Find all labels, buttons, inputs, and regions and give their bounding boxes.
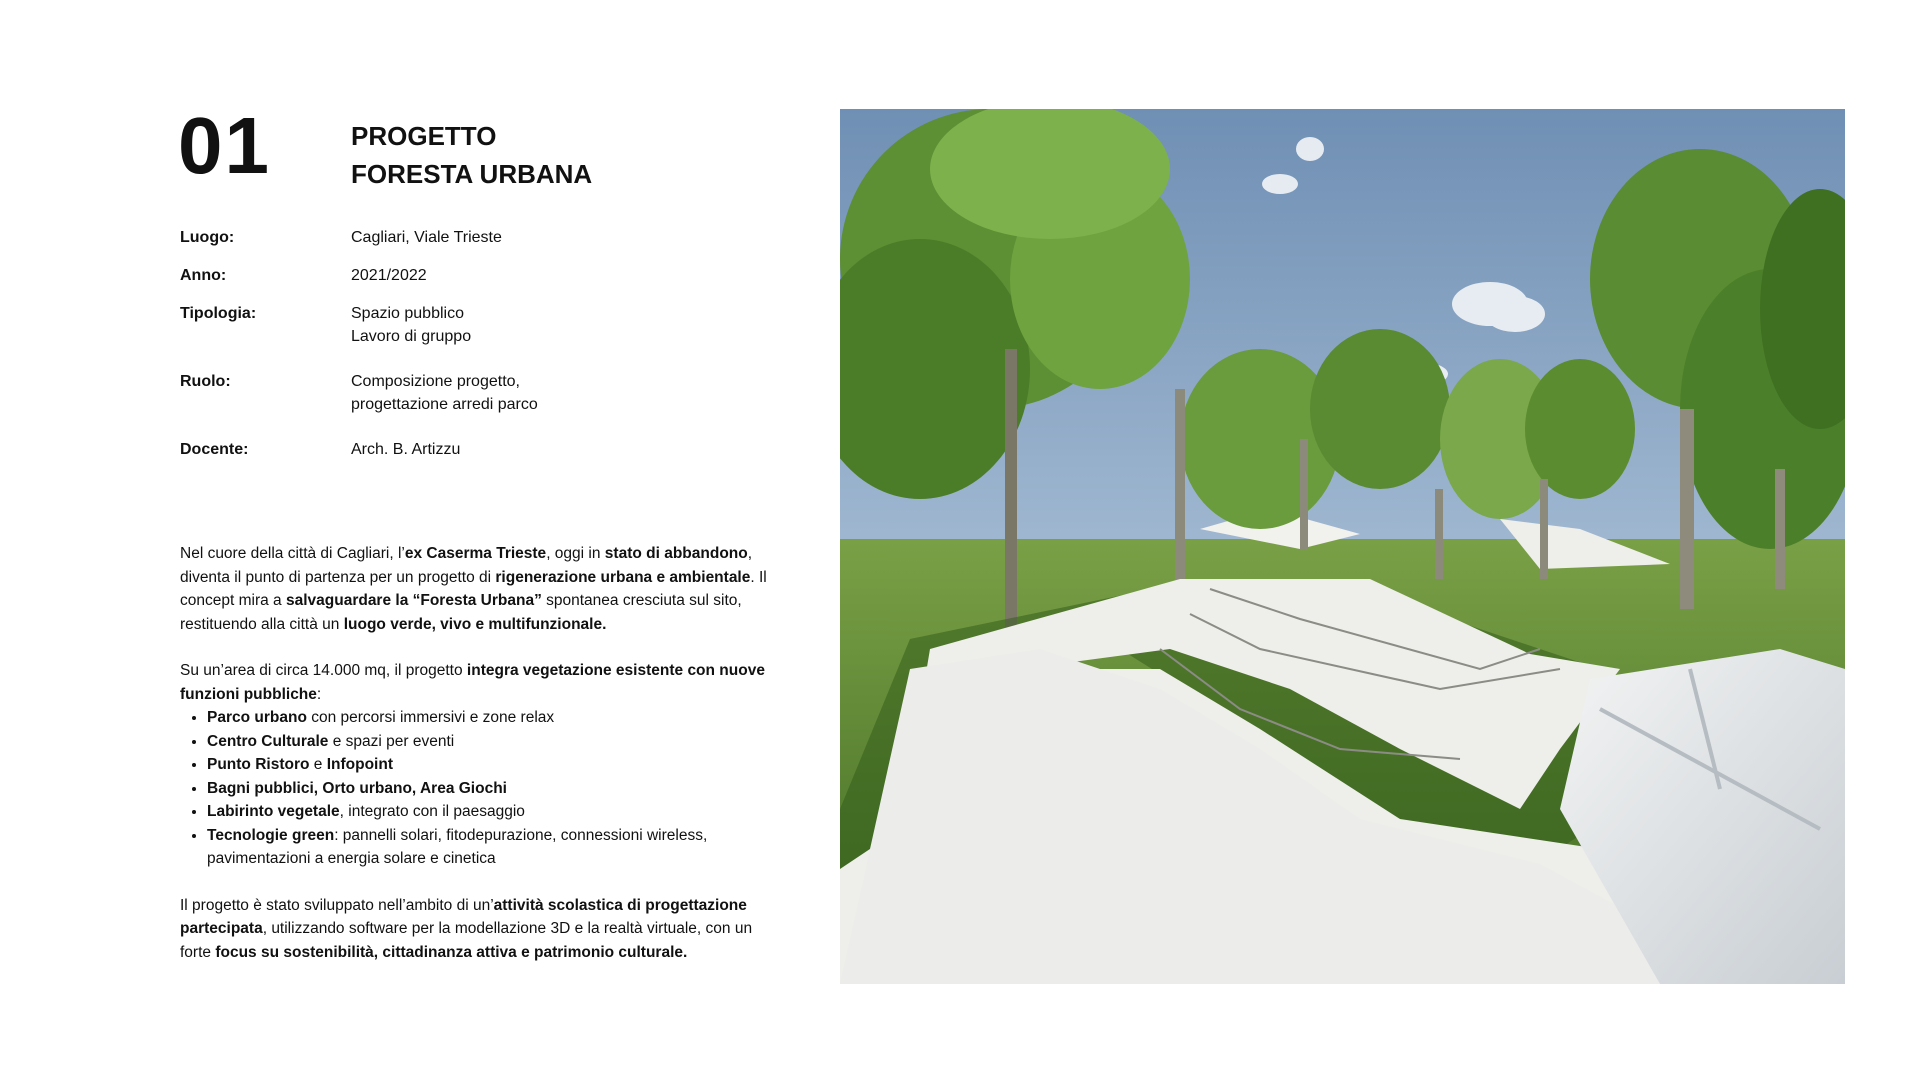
anno-value: 2021/2022 [351,267,427,284]
list-item [207,706,780,730]
description-paragraph-3 [180,894,780,965]
list-item-bold: Tecnologie green [207,826,335,844]
list-item-bold: Infopoint [326,756,393,773]
luogo-label: Luogo: [180,229,235,246]
p1-bold-3: rigenerazione urbana e ambientale [495,568,751,586]
list-item-bold: Punto Ristoro [207,756,310,773]
project-title-line-2: FORESTA URBANA [351,159,593,189]
p1-text-2: , oggi in [546,545,605,562]
description-paragraph-2 [180,659,780,706]
list-item-text: con percorsi immersivi e zone relax [306,709,555,726]
ruolo-value [351,370,538,416]
p2-text-1: Su un’area di circa 14.000 mq, il progetto [180,662,467,679]
description-paragraph-1 [180,542,780,636]
p2-text-2: : [316,685,322,703]
tipologia-value-line-2: Lavoro di gruppo [351,328,472,345]
p1-bold-5: luogo verde, vivo e multifunzionale. [343,615,607,633]
p1-bold-2: stato di abbandono [604,545,748,562]
p1-text-3: , diventa il punto di partenza per un progetto di [180,545,753,586]
list-item-bold: Centro Culturale [207,732,329,750]
docente-value: Arch. B. Artizzu [351,441,461,458]
list-item-text: : pannelli solari, fitodepurazione, connessioni wireless, pavimentazioni a energia solare e cinetica [207,826,708,867]
list-item-bold: Labirinto vegetale [207,803,340,820]
ruolo-value-line-1: Composizione progetto, [351,373,520,390]
docente-label: Docente: [180,441,249,458]
functions-list [180,706,780,871]
p1-text-1: Nel cuore della città di Cagliari, l’ [180,545,405,562]
project-description [180,542,780,987]
p3-bold-1: attività scolastica di progettazione partecipata [180,896,747,937]
p1-text-5: spontanea cresciuta sul sito, restituendo alla città un [180,592,742,633]
list-item [207,753,780,777]
ruolo-value-line-2: progettazione arredi parco [351,396,538,413]
list-item [207,777,780,801]
list-item-bold: Bagni pubblici, Orto urbano, Area Giochi [207,779,507,797]
p3-text-1: Il progetto è stato sviluppato nell’ambito di un’ [180,896,494,914]
tipologia-value [351,302,471,348]
info-row-luogo [180,226,680,249]
p1-text-4: . Il concept mira a [180,568,767,609]
list-item [207,800,780,824]
info-row-anno [180,264,680,287]
anno-label: Anno: [180,267,227,284]
p3-bold-2: focus su sostenibilità, cittadinanza attiva e patrimonio culturale. [215,943,688,961]
project-title [351,117,592,193]
list-item [207,824,780,871]
p1-bold-1: ex Caserma Trieste [404,545,547,562]
list-item-text: e [309,756,327,773]
p1-bold-4: salvaguardare la “Foresta Urbana” [285,592,542,609]
p3-text-2: , utilizzando software per la modellazione 3D e la realtà virtuale, con un forte [180,920,753,961]
project-info [180,226,680,476]
info-row-docente [180,438,680,461]
project-number: 01 [178,101,271,190]
project-title-line-1: PROGETTO [351,121,497,151]
park-render-illustration [840,109,1845,984]
tipologia-value-line-1: Spazio pubblico [351,305,464,322]
park-render-image [840,109,1845,984]
tipologia-label: Tipologia: [180,305,257,322]
list-item-text: e spazi per eventi [328,732,455,750]
ruolo-label: Ruolo: [180,373,231,390]
list-item-text: , integrato con il paesaggio [339,803,525,820]
list-item [207,730,780,754]
luogo-value: Cagliari, Viale Trieste [351,229,502,246]
p2-bold-1: integra vegetazione esistente con nuove funzioni pubbliche [180,662,765,703]
list-item-bold: Parco urbano [207,709,307,726]
info-row-ruolo [180,370,680,416]
info-row-tipologia [180,302,680,348]
